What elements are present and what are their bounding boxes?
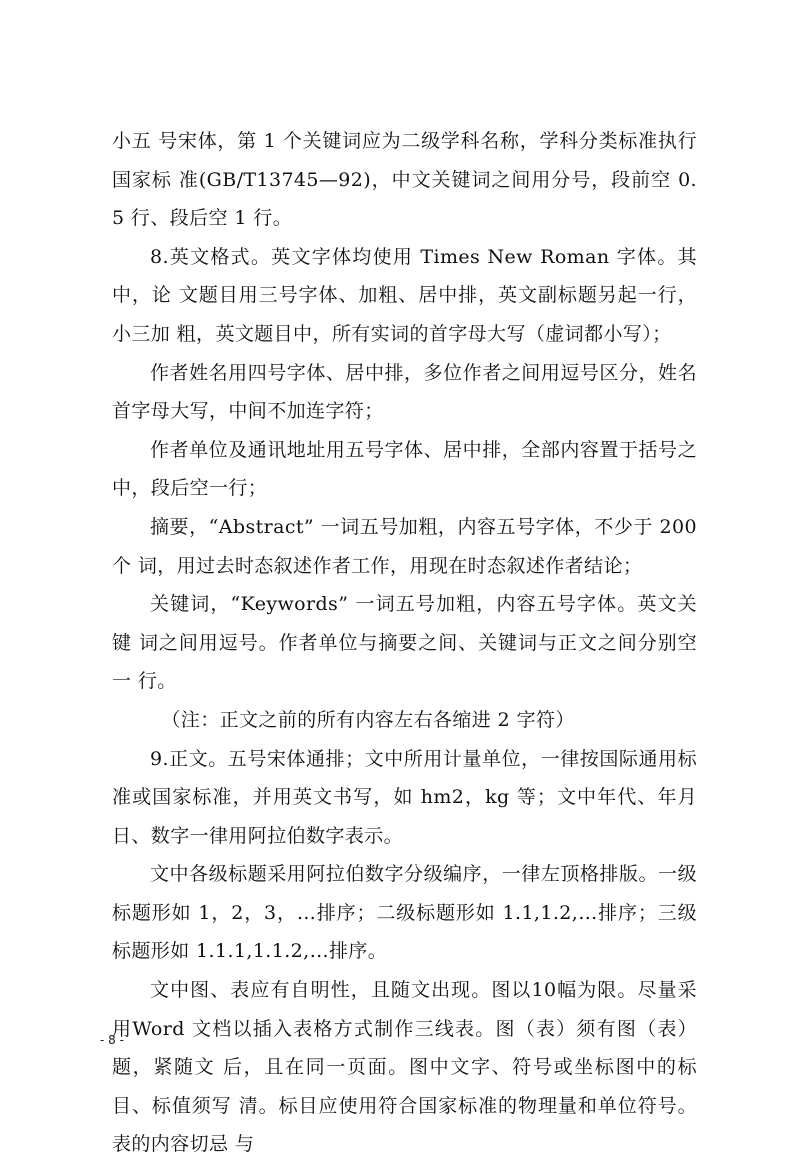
page-number: - 8 - [100, 1033, 124, 1047]
paragraph-english-format: 8.英文格式。英文字体均使用 Times New Roman 字体。其中，论 文题目用三号字体、加粗、居中排，英文副标题另起一行，小三加 粗，英文题目中，所有实词的首字母大写（虚词都小写）； [112, 245, 697, 345]
paragraph-figures-tables: 文中图、表应有自明性，且随文出现。图以10幅为限。尽量采用Word 文档以插入表格方式制作三线表。图（表）须有图（表）题，紧随文 后，且在同一页面。图中文字、符号或坐标图中的标目、标值须写 清。标目应使用符合国家标准的物理量和单位符号。表的内容切忌 与 [112, 979, 697, 1156]
paragraph-abstract: 摘要，“Abstract” 一词五号加粗，内容五号字体，不少于 200 个 词，用过去时态叙述作者工作，用现在时态叙述作者结论； [112, 515, 697, 577]
paragraph-author-name: 作者姓名用四号字体、居中排，多位作者之间用逗号区分，姓名首字母大写，中间不加连字符； [112, 361, 697, 423]
paragraph-keywords-en: 关键词，“Keywords” 一词五号加粗，内容五号字体。英文关键 词之间用逗号。作者单位与摘要之间、关键词与正文之间分别空一 行。 [112, 593, 697, 693]
paragraph-author-affiliation: 作者单位及通讯地址用五号字体、居中排，全部内容置于括号之中，段后空一行； [112, 438, 697, 500]
body-text [112, 122, 697, 1164]
paragraph-heading-levels: 文中各级标题采用阿拉伯数字分级编序，一律左顶格排版。一级标题形如 1，2，3，…排序；二级标题形如 1.1,1.2,…排序；三级 标题形如 1.1.1,1.1.2,…排序。 [112, 863, 697, 963]
paragraph-main-text: 9.正文。五号宋体通排；文中所用计量单位，一律按国际通用标准或国家标准，并用英文书写，如 hm2，kg 等；文中年代、年月日、数字一律用阿拉伯数字表示。 [112, 747, 697, 847]
paragraph-note: （注：正文之前的所有内容左右各缩进 2 字符） [161, 708, 575, 731]
paragraph-keywords-format-cont: 小五 号宋体，第 1 个关键词应为二级学科名称，学科分类标准执行国家标 准(GB/T13745—92)，中文关键词之间用分号，段前空 0.5 行、段后空 1 行。 [112, 130, 697, 230]
